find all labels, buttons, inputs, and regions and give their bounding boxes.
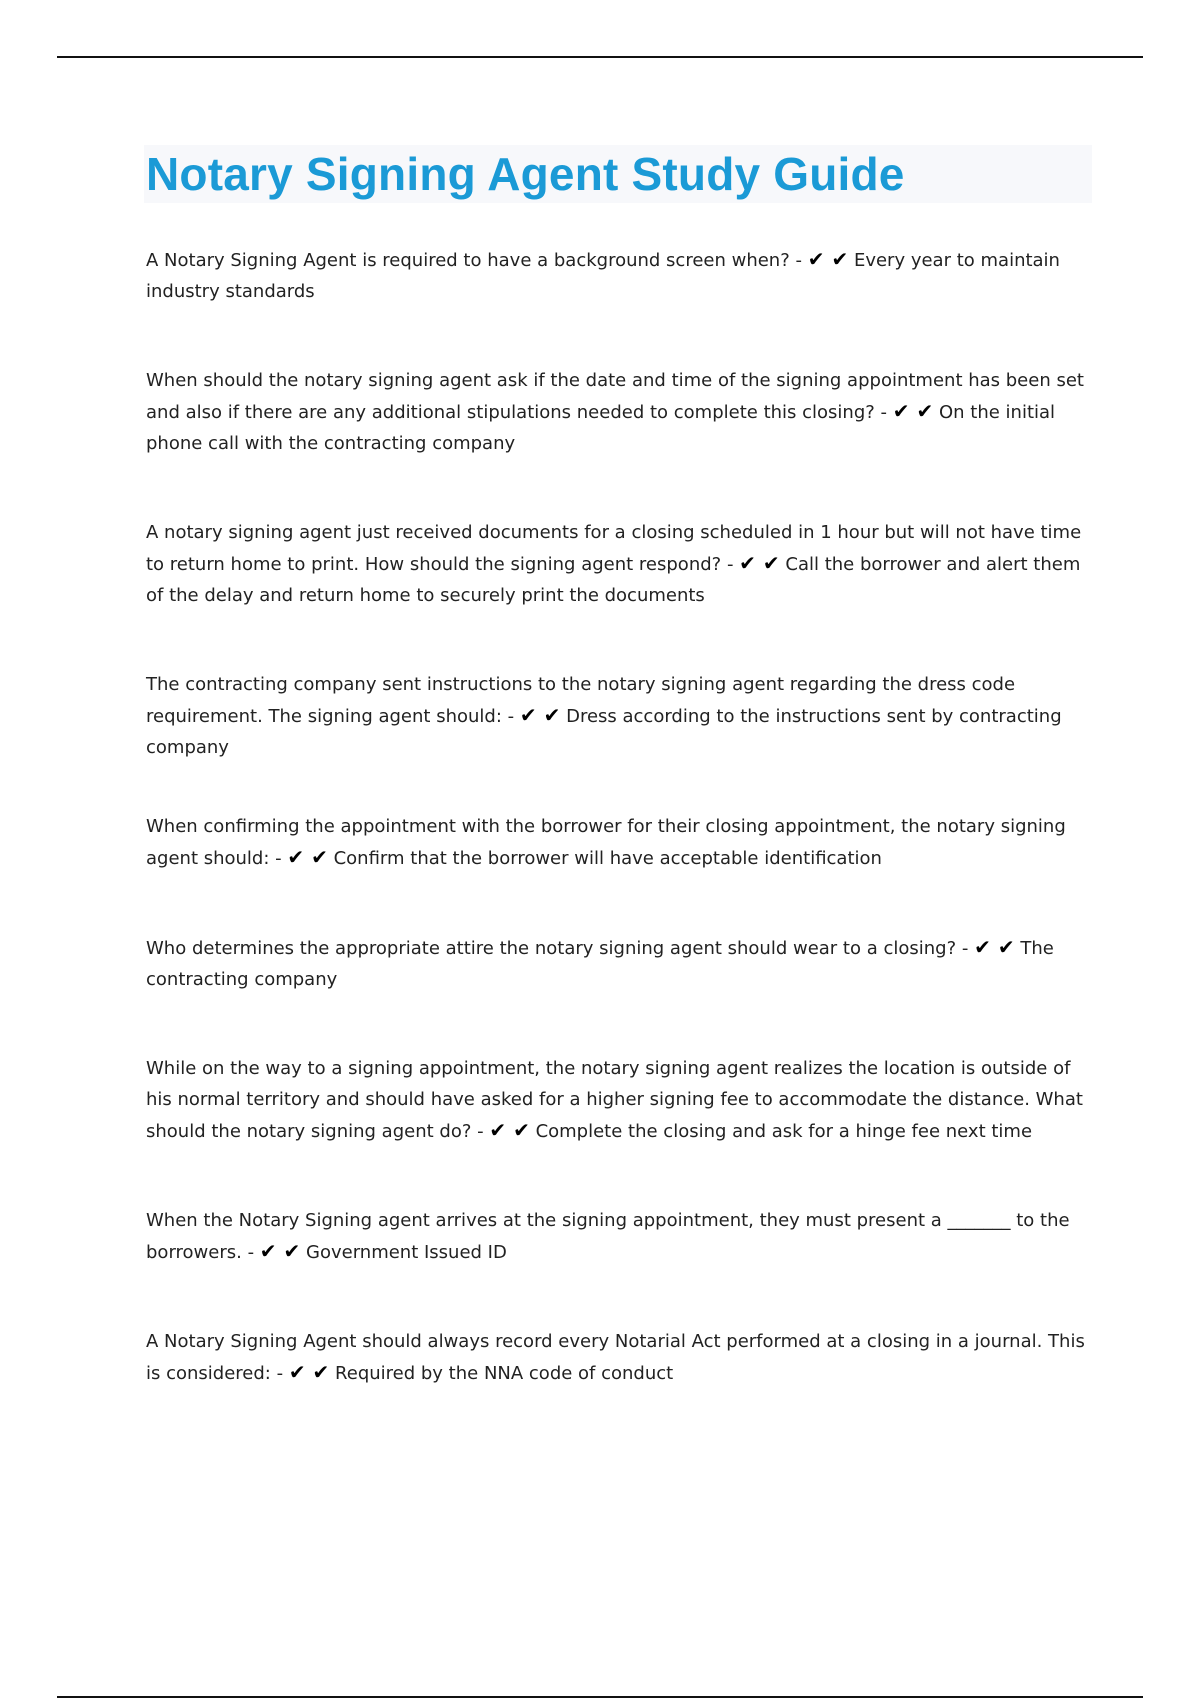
question-text: Who determines the appropriate attire the notary signing agent should wear to a closing? bbox=[146, 938, 957, 959]
question-text: When should the notary signing agent ask if the date and time of the signing appointment has been set and also if there are any additional stipulations needed to complete this closing? bbox=[146, 370, 1084, 423]
question-text: When the Notary Signing agent arrives at the signing appointment, they must present a _______ to the borrowers. bbox=[146, 1210, 1070, 1263]
separator: - bbox=[241, 1242, 260, 1263]
double-check-icon: ✔ ✔ bbox=[259, 1239, 301, 1263]
separator: - bbox=[501, 706, 520, 727]
double-check-icon: ✔ ✔ bbox=[974, 935, 1015, 959]
double-check-icon: ✔ ✔ bbox=[288, 1360, 330, 1384]
double-check-icon: ✔ ✔ bbox=[519, 703, 561, 727]
answer-text: Dress according to the instructions sent by contracting company bbox=[146, 706, 1062, 758]
answer-text: The contracting company bbox=[146, 938, 1054, 990]
double-check-icon: ✔ ✔ bbox=[287, 845, 328, 869]
question-text: A Notary Signing Agent should always record every Notarial Act performed at a closing in a journal. This is considered: bbox=[146, 1331, 1085, 1384]
separator: - bbox=[471, 1121, 490, 1142]
qa-item bbox=[146, 669, 1086, 763]
answer-text: Required by the NNA code of conduct bbox=[335, 1363, 674, 1384]
question-text: When confirming the appointment with the borrower for their closing appointment, the notary signing agent should: bbox=[146, 816, 1066, 869]
qa-item bbox=[146, 1053, 1086, 1147]
double-check-icon: ✔ ✔ bbox=[807, 247, 849, 271]
separator: - bbox=[789, 250, 808, 271]
separator: - bbox=[874, 402, 893, 423]
qa-item bbox=[146, 811, 1086, 874]
answer-text: Every year to maintain industry standards bbox=[146, 250, 1060, 302]
qa-item bbox=[146, 932, 1086, 995]
header-rule bbox=[57, 56, 1143, 58]
question-text: The contracting company sent instructions to the notary signing agent regarding the dress code requirement. The signing agent should: bbox=[146, 674, 1016, 727]
question-text: A Notary Signing Agent is required to have a background screen when? bbox=[146, 250, 790, 271]
separator: - bbox=[270, 1363, 289, 1384]
qa-item bbox=[146, 365, 1086, 459]
answer-text: Call the borrower and alert them of the delay and return home to securely print the documents bbox=[146, 554, 1081, 606]
answer-text: Complete the closing and ask for a hinge fee next time bbox=[535, 1121, 1033, 1142]
qa-item bbox=[146, 244, 1086, 307]
answer-text: On the initial phone call with the contracting company bbox=[146, 402, 1056, 454]
page-title: Notary Signing Agent Study Guide bbox=[146, 148, 905, 200]
qa-item bbox=[146, 517, 1086, 611]
answer-text: Confirm that the borrower will have acceptable identification bbox=[333, 848, 882, 869]
separator: - bbox=[956, 938, 975, 959]
qa-item bbox=[146, 1326, 1086, 1389]
double-check-icon: ✔ ✔ bbox=[739, 551, 780, 575]
qa-item bbox=[146, 1205, 1086, 1268]
qa-list bbox=[146, 244, 1086, 1389]
footer-rule bbox=[57, 1696, 1143, 1698]
question-text: A notary signing agent just received documents for a closing scheduled in 1 hour but will not have time to return home to print. How should the signing agent respond? bbox=[146, 522, 1082, 575]
separator: - bbox=[721, 554, 740, 575]
question-text: While on the way to a signing appointment, the notary signing agent realizes the location is outside of his normal territory and should have asked for a higher signing fee to accommodate the distance. What should the notary signing agent do? bbox=[146, 1058, 1083, 1142]
double-check-icon: ✔ ✔ bbox=[892, 399, 934, 423]
separator: - bbox=[269, 848, 288, 869]
double-check-icon: ✔ ✔ bbox=[489, 1118, 530, 1142]
answer-text: Government Issued ID bbox=[306, 1242, 507, 1263]
